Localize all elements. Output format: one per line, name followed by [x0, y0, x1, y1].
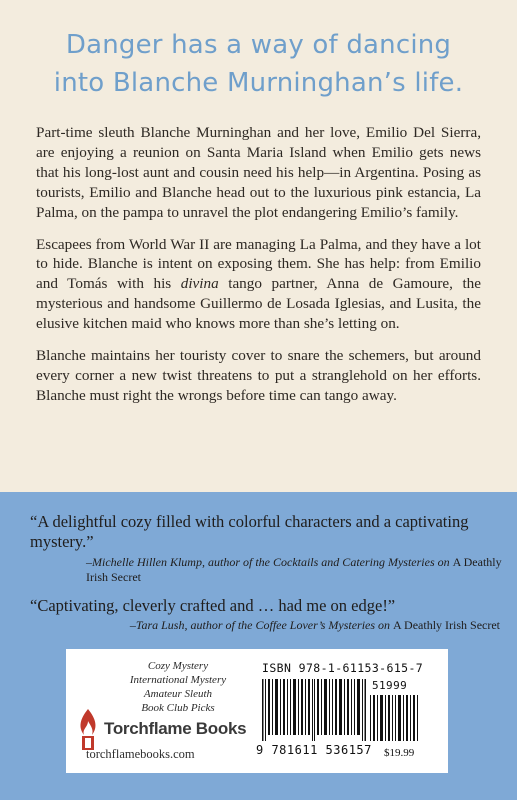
synopsis-text: tango partner, Anna de Gamoure, the mysterious and handsome Guillermo de Losada Iglesias, and Lusita, the elusive kitchen maid who knows more than she’s letting on.: [36, 275, 482, 333]
quote-book-title: A Deathly Irish Secret: [86, 555, 502, 584]
barcode: [262, 679, 366, 741]
quote-author: –Tara Lush: [129, 618, 185, 632]
blurb-quote-2: [30, 596, 500, 632]
publisher-url: torchflamebooks.com: [86, 747, 195, 761]
synopsis-paragraph-2: [36, 235, 481, 335]
torch-flame-icon: [76, 707, 100, 751]
headline: [0, 26, 517, 102]
quote-attribution: [40, 618, 500, 633]
synopsis-paragraph-3: Blanche maintains her touristy cover to snare the schemers, but around every corner a new twist threatens to put a stranglehold on her efforts. Blanche must right the wrongs before time can tango away.: [36, 347, 481, 404]
quote-author-role: , author of the Cocktails and Catering Mysteries on: [201, 555, 453, 569]
genre-item: Cozy Mystery: [147, 660, 209, 672]
quote-text: “Captivating, cleverly crafted and … had me on edge!”: [30, 596, 396, 615]
isbn-number: ISBN 978-1-61153-615-7: [262, 661, 424, 675]
headline-line-1: Danger has a way of dancing: [65, 30, 452, 60]
synopsis-paragraph-1: Part-time sleuth Blanche Murninghan and her love, Emilio Del Sierra, are enjoying a reunion on Santa Maria Island when Emilio gets news that his long-lost aunt and cousin need his help—in Argentina. Posing as tourists, Emilio and Blanche head out to the luxurious pink estancia, La Palma, on the pampa to unravel the plot endangering Emilio’s family.: [36, 124, 481, 221]
synopsis: [36, 123, 481, 418]
synopsis-emphasis: divina: [180, 275, 219, 293]
quote-book-title: A Deathly Irish Secret: [393, 618, 500, 632]
genre-list: [108, 659, 248, 715]
quote-author: –Michelle Hillen Klump: [86, 555, 202, 569]
quote-text: “A delightful cozy filled with colorful characters and a captivating mystery.”: [30, 512, 469, 551]
price: $19.99: [384, 747, 415, 759]
synopsis-text: Escapees from World War II are managing La Palma, and they have a lot to hide. Blanche is intent on exposing them. She has help: from Emilio and Tomás with his: [36, 235, 481, 293]
publisher-panel: [66, 649, 448, 773]
quote-author-role: , author of the Coffee Lover’s Mysteries on: [184, 618, 394, 632]
addon-barcode: [370, 695, 420, 741]
genre-item: International Mystery: [129, 674, 227, 686]
addon-digits: 51999: [372, 679, 408, 692]
genre-item: Book Club Picks: [141, 702, 215, 714]
ean-digits: 9 781611 536157: [256, 743, 372, 757]
quote-attribution: [86, 555, 506, 585]
blurb-quote-1: [30, 512, 502, 584]
genre-item: Amateur Sleuth: [143, 688, 213, 700]
headline-line-2: into Blanche Murninghan’s life.: [53, 68, 464, 98]
publisher-logo: Torchflame Books: [104, 719, 247, 738]
